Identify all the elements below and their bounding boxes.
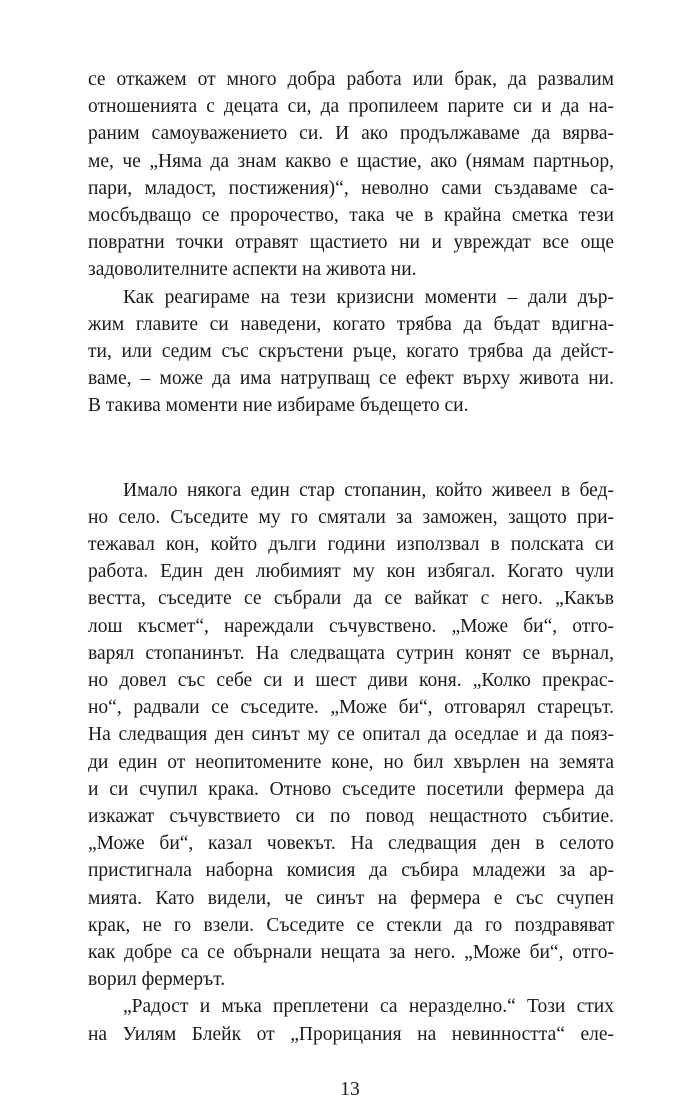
text-line: Имало някога един стар стопанин, който живеел в бед- [123,479,614,501]
text-line: В такива моменти ние избираме бъдещето си. [88,395,469,417]
text-line: ваме, – може да има натрупващ се ефект върху живота ни. [88,368,614,390]
text-line: вестта, съседите се събрали да се вайкат с него. „Какъв [88,588,614,610]
text-line: „Може би“, казал човекът. На следващия ден в селото [88,833,614,855]
text-line: ди един от неопитомените коне, но бил хвърлен на земята [88,751,614,773]
text-line: но довел със себе си и шест диви коня. „Колко прекрас- [88,670,614,691]
text-line: и си счупил крака. Отново съседите посетили фермера да [88,778,614,800]
text-line: се откажем от много добра работа или брак, да развалим [88,69,614,90]
text-line: жим главите си наведени, когато трябва да бъдат вдигна- [88,313,614,335]
text-line: варял стопанинът. На следващата сутрин конят се върнал, [88,642,614,664]
text-line: повратни точки отравят щастието ни и увреждат все още [88,232,614,254]
text-line: мията. Като видели, че синът на фермера е със счупен [88,887,614,909]
text-line: ти, или седим със скръстени ръце, когато трябва да дейст- [88,341,614,362]
text-line: на Уилям Блейк от „Прорицания на невинността“ еле- [88,1023,614,1045]
text-line: „Радост и мъка преплетени са неразделно.“ Този стих [123,996,614,1018]
page-number: 13 [340,1078,360,1100]
text-line: задоволителните аспекти на живота ни. [88,259,417,281]
text-line: ворил фермерът. [88,969,226,991]
text-line: пристигнала наборна комисия да събира младежи за ар- [88,860,614,882]
text-line: отношенията с децата си, да пропилеем парите си и да на- [88,96,614,118]
text-line: работа. Един ден любимият му кон избягал. Когато чули [88,561,614,583]
text-line: ме, че „Няма да знам какво е щастие, ако (нямам партньор, [88,150,614,172]
text-line: пари, младост, постижения)“, неволно сами създаваме са- [88,177,614,199]
text-line: крак, не го взели. Съседите се стекли да го поздравяват [88,914,614,936]
text-line: тежавал кон, който дълги години използвал в полската си [88,534,614,555]
text-line: но“, радвали се съседите. „Може би“, отговарял старецът. [88,697,614,719]
text-line: раним самоуважението си. И ако продължаваме да вярва- [88,123,614,145]
text-line: На следващия ден синът му се опитал да оседлае и да пояз- [88,724,614,746]
text-line: Как реагираме на тези кризисни моменти – дали дър- [123,286,614,308]
text-line: но село. Съседите му го смятали за заможен, защото при- [88,506,614,528]
text-line: мосбъдващо се пророчество, така че в крайна сметка тези [88,205,614,226]
text-line: лош късмет“, нареждали съчувствено. „Може би“, отго- [88,615,614,637]
text-line: как добре са се обърнали нещата за него. „Може би“, отго- [88,942,614,963]
text-line: изкажат съчувствието си по повод нещастното събитие. [88,806,614,827]
